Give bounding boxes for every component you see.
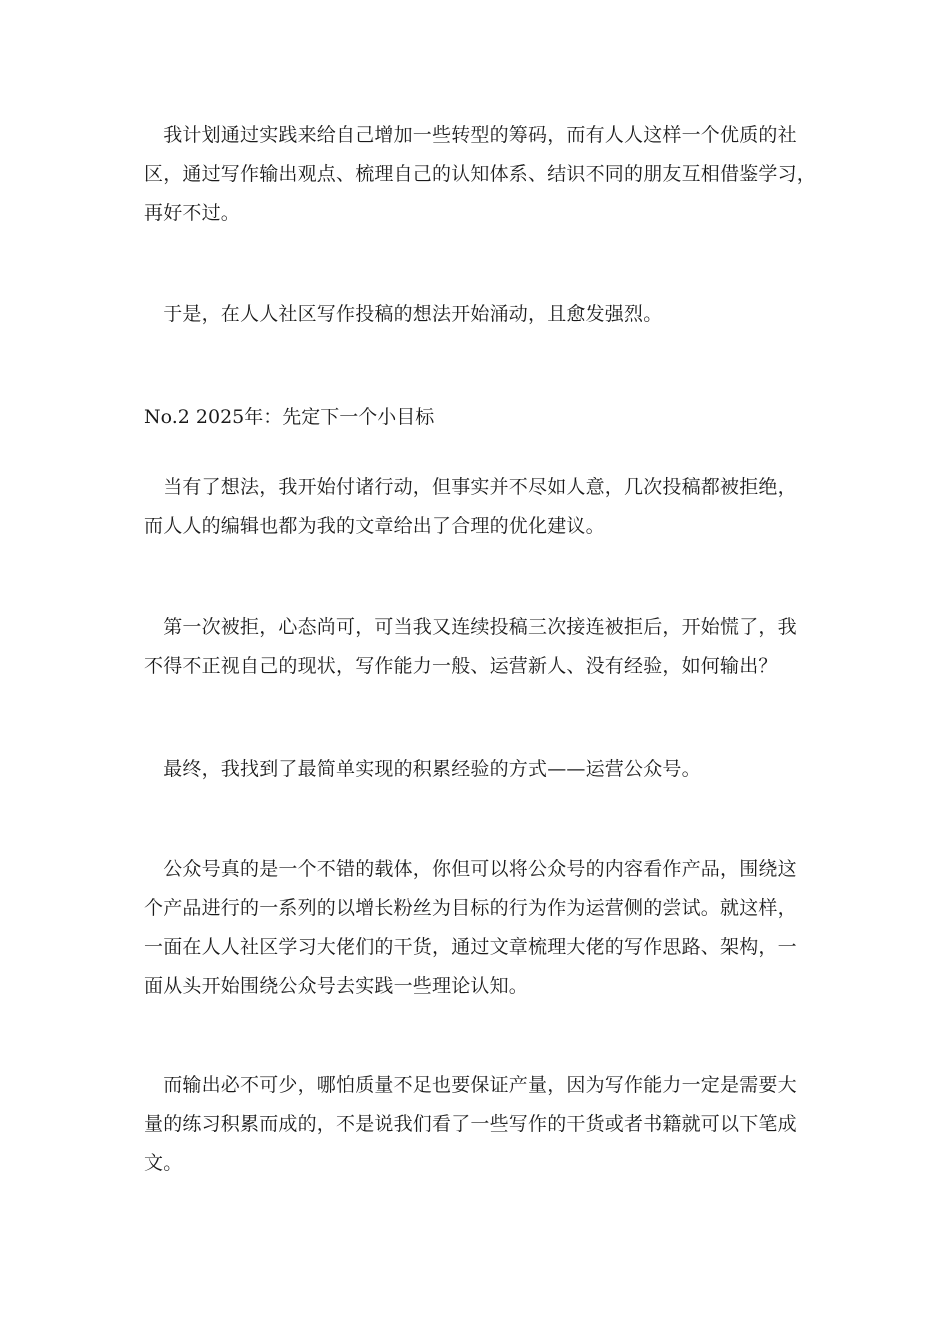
paragraph-writing-idea	[144, 295, 808, 334]
paragraph-line: 最终，我找到了最简单实现的积累经验的方式——运营公众号。	[144, 758, 701, 780]
paragraph-line: 而输出必不可少，哪怕质量不足也要保证产量，因为写作能力一定是需要大	[144, 1074, 797, 1096]
paragraph-self-assessment	[144, 608, 808, 686]
paragraph-line: 当有了想法，我开始付诸行动，但事实并不尽如人意，几次投稿都被拒绝，	[144, 476, 797, 498]
paragraph-line: 我计划通过实践来给自己增加一些转型的筹码，而有人人这样一个优质的社	[144, 124, 797, 146]
paragraph-line: 文。	[144, 1152, 183, 1174]
section-heading: No.2 2025年：先定下一个小目标	[144, 406, 435, 428]
paragraph-line: 于是，在人人社区写作投稿的想法开始涌动，且愈发强烈。	[144, 303, 663, 325]
paragraph-rejections	[144, 468, 808, 546]
paragraph-line: 面从头开始围绕公众号去实践一些理论认知。	[144, 975, 529, 997]
paragraph-line: 个产品进行的一系列的以增长粉丝为目标的行为作为运营侧的尝试。就这样，	[144, 897, 797, 919]
paragraph-line: 区，通过写作输出观点、梳理自己的认知体系、结识不同的朋友互相借鉴学习，	[144, 163, 817, 185]
paragraph-line: 第一次被拒，心态尚可，可当我又连续投稿三次接连被拒后，开始慌了，我	[144, 616, 797, 638]
paragraph-line: 量的练习积累而成的，不是说我们看了一些写作的干货或者书籍就可以下笔成	[144, 1113, 797, 1135]
paragraph-line: 不得不正视自己的现状，写作能力一般、运营新人、没有经验，如何输出？	[144, 655, 778, 677]
paragraph-solution	[144, 750, 808, 789]
paragraph-line: 而人人的编辑也都为我的文章给出了合理的优化建议。	[144, 515, 605, 537]
paragraph-line: 一面在人人社区学习大佬们的干货，通过文章梳理大佬的写作思路、架构，一	[144, 936, 797, 958]
paragraph-output-practice	[144, 1066, 808, 1183]
paragraph-transition-plan	[144, 116, 817, 233]
paragraph-line: 再好不过。	[144, 202, 241, 224]
paragraph-public-account	[144, 850, 808, 1006]
paragraph-line: 公众号真的是一个不错的载体，你但可以将公众号的内容看作产品，围绕这	[144, 858, 797, 880]
